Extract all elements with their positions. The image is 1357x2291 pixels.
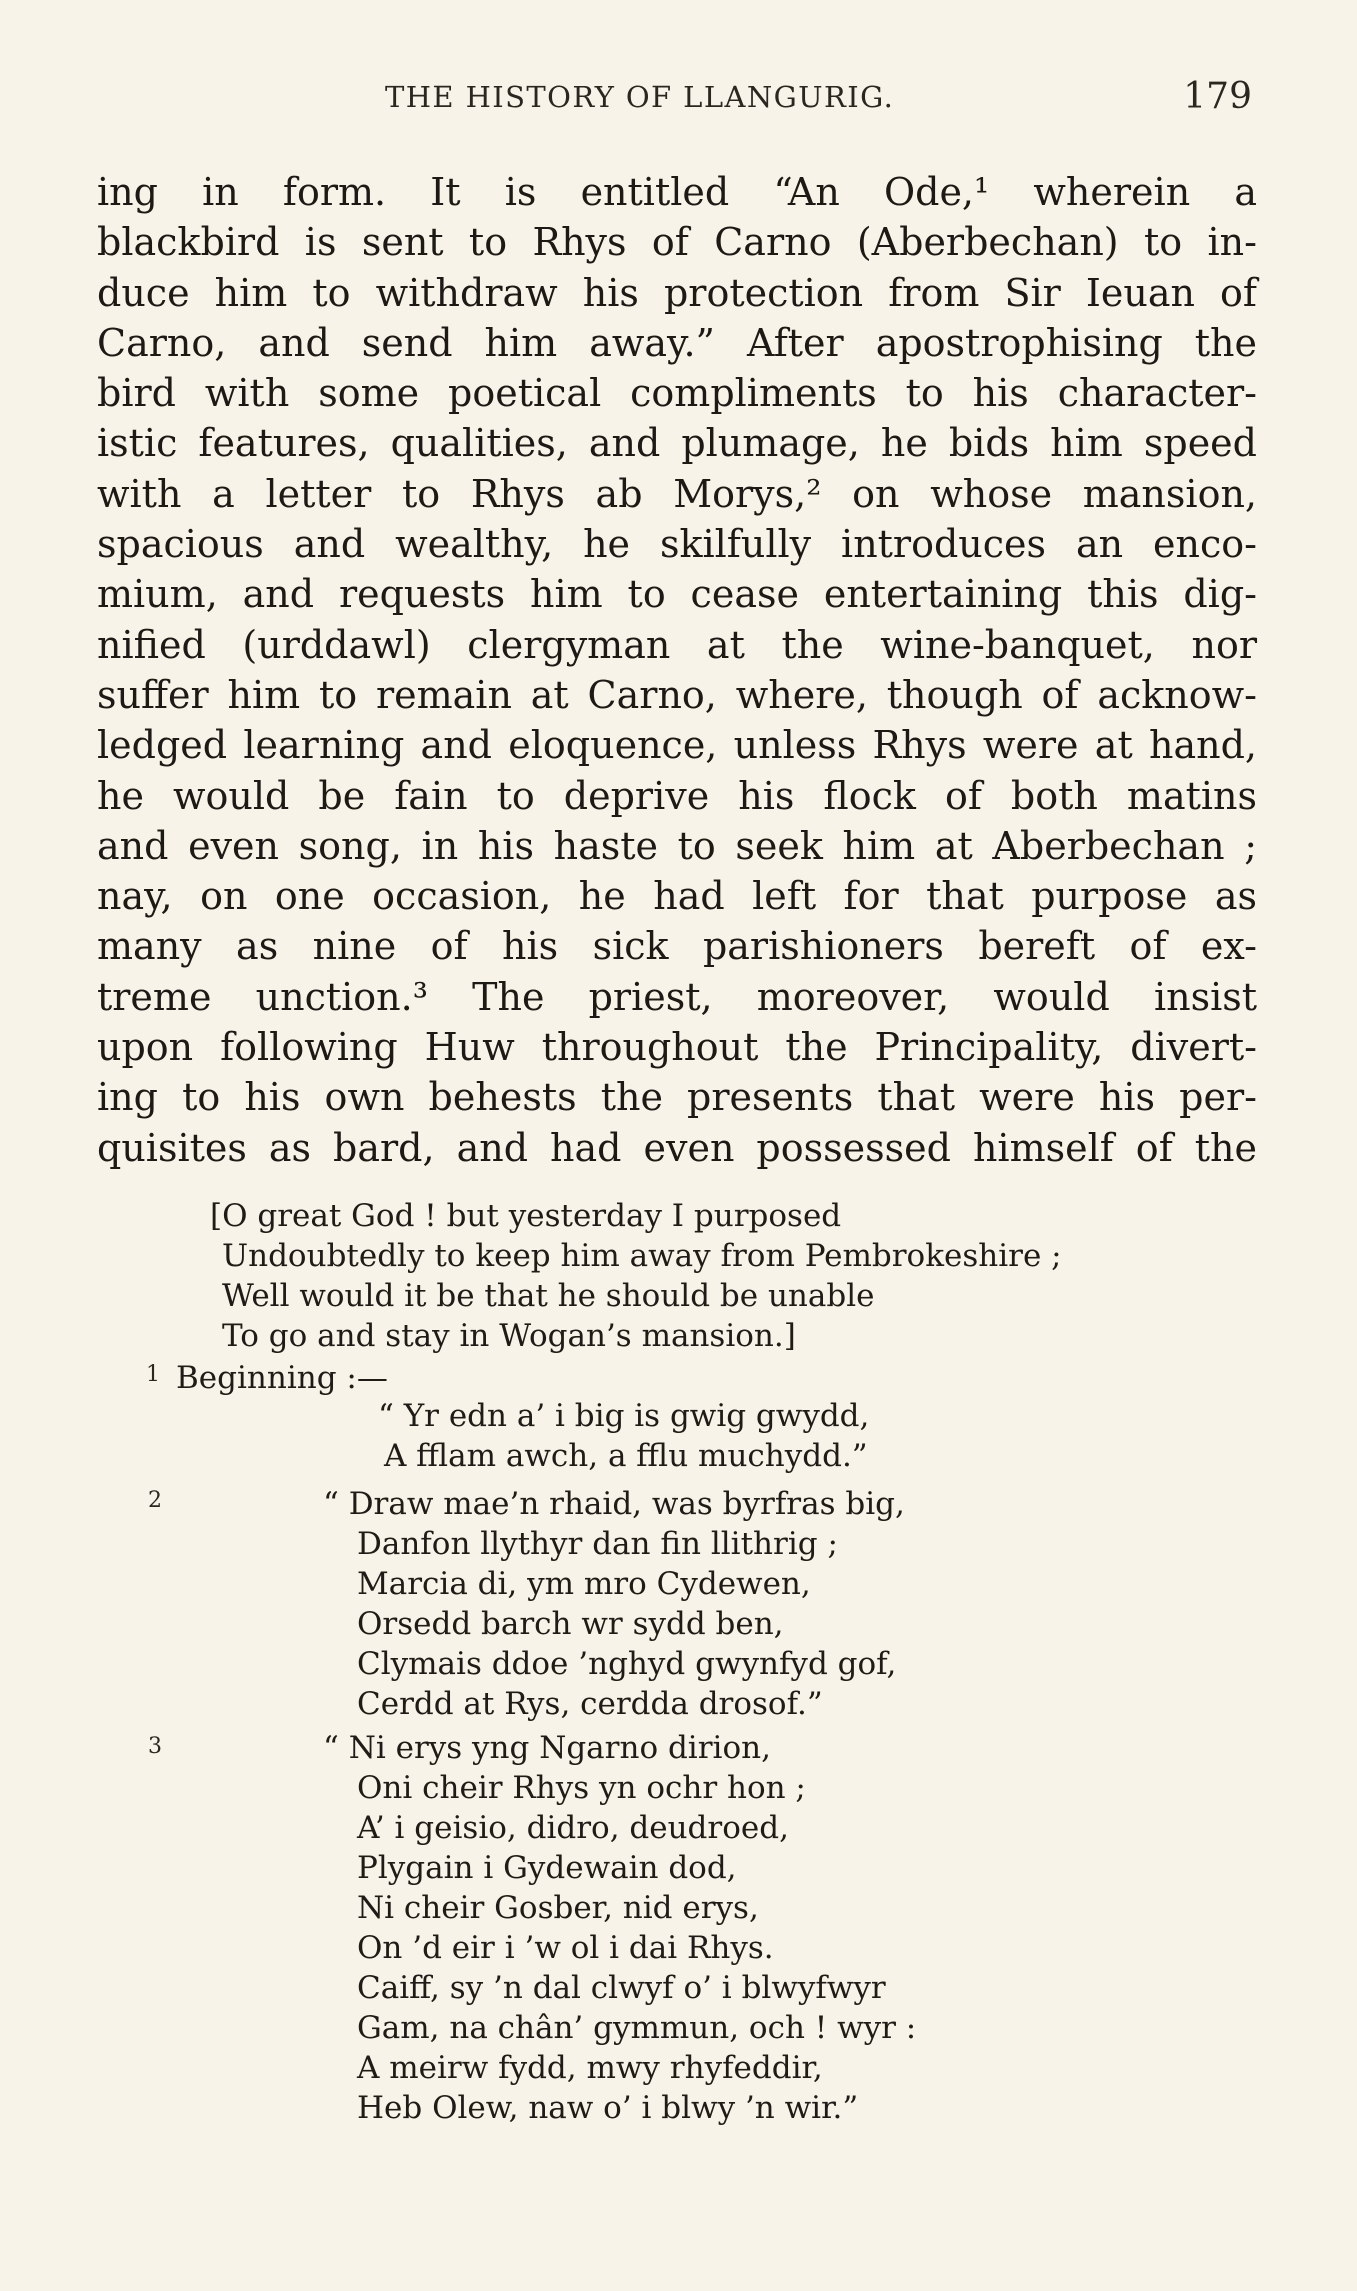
running-title: THE HISTORY OF LLANGURIG. xyxy=(385,80,895,114)
body-line: nified (urddawl) clergyman at the wine-banquet, nor xyxy=(97,622,1257,667)
translation-line: [O great God ! but yesterday I purposed xyxy=(210,1198,842,1234)
body-line: duce him to withdraw his protection from Sir Ieuan of xyxy=(97,270,1257,315)
body-line: ing to his own behests the presents that were his per- xyxy=(97,1075,1257,1120)
body-line: Carno, and send him away.” After apostrophising the xyxy=(97,320,1257,365)
body-line: spacious and wealthy, he skilfully introduces an enco- xyxy=(97,522,1257,567)
translation-line: Undoubtedly to keep him away from Pembrokeshire ; xyxy=(222,1238,1062,1274)
body-line: blackbird is sent to Rhys of Carno (Aberbechan) to in- xyxy=(97,220,1257,265)
verse-line: Ni cheir Gosber, nid erys, xyxy=(357,1890,759,1926)
footnote-marker: 1 xyxy=(146,1362,160,1387)
body-line: bird with some poetical compliments to his character- xyxy=(97,371,1257,416)
verse-line: “ Ni erys yng Ngarno dirion, xyxy=(323,1730,771,1766)
body-line: nay, on one occasion, he had left for that purpose as xyxy=(97,874,1257,919)
body-line: treme unction.³ The priest, moreover, would insist xyxy=(97,974,1257,1019)
verse-line: “ Yr edn a’ i big is gwig gwydd, xyxy=(378,1398,870,1434)
body-line: he would be fain to deprive his flock of both matins xyxy=(97,773,1257,818)
verse-line: Clymais ddoe ’nghyd gwynfyd gof, xyxy=(357,1646,897,1682)
verse-line: A meirw fydd, mwy rhyfeddir, xyxy=(357,2050,823,2086)
body-line: quisites as bard, and had even possessed himself of the xyxy=(97,1125,1257,1170)
page-header xyxy=(0,76,1357,130)
body-line: ing in form. It is entitled “An Ode,¹ wherein a xyxy=(97,170,1257,214)
verse-line: Plygain i Gydewain dod, xyxy=(357,1850,737,1886)
verse-line: Oni cheir Rhys yn ochr hon ; xyxy=(357,1770,806,1806)
verse-line: Cerdd at Rys, cerdda drosof.” xyxy=(357,1686,823,1722)
body-line: many as nine of his sick parishioners bereft of ex- xyxy=(97,924,1257,969)
body-paragraph xyxy=(97,167,1257,1173)
footnote-marker: 2 xyxy=(148,1488,162,1513)
verse-line: Gam, na chân’ gymmun, och ! wyr : xyxy=(357,2010,917,2046)
page-number: 179 xyxy=(1183,76,1252,117)
verse-line: Danfon llythyr dan fin llithrig ; xyxy=(357,1526,838,1562)
body-line: upon following Huw throughout the Principality, divert- xyxy=(97,1025,1257,1070)
body-line: suffer him to remain at Carno, where, though of acknow- xyxy=(97,672,1257,717)
footnote-intro: Beginning :— xyxy=(176,1360,388,1396)
verse-line: Orsedd barch wr sydd ben, xyxy=(357,1606,784,1642)
verse-line: “ Draw mae’n rhaid, was byrfras big, xyxy=(323,1486,905,1522)
verse-line: Heb Olew, naw o’ i blwy ’n wir.” xyxy=(357,2090,859,2126)
verse-line: On ’d eir i ’w ol i dai Rhys. xyxy=(357,1930,774,1966)
body-line: mium, and requests him to cease entertaining this dig- xyxy=(97,572,1257,617)
verse-line: Caiff, sy ’n dal clwyf o’ i blwyfwyr xyxy=(357,1970,886,2006)
body-line: istic features, qualities, and plumage, he bids him speed xyxy=(97,421,1257,466)
body-line: with a letter to Rhys ab Morys,² on whose mansion, xyxy=(97,471,1257,516)
body-line: ledged learning and eloquence, unless Rhys were at hand, xyxy=(97,723,1257,768)
verse-line: Marcia di, ym mro Cydewen, xyxy=(357,1566,811,1602)
verse-line: A’ i geisio, didro, deudroed, xyxy=(357,1810,789,1846)
translation-line: To go and stay in Wogan’s mansion.] xyxy=(222,1318,796,1354)
translation-line: Well would it be that he should be unable xyxy=(222,1278,875,1314)
body-line: and even song, in his haste to seek him at Aberbechan ; xyxy=(97,823,1257,868)
verse-line: A fflam awch, a fflu muchydd.” xyxy=(384,1438,868,1474)
footnote-marker: 3 xyxy=(148,1734,162,1759)
